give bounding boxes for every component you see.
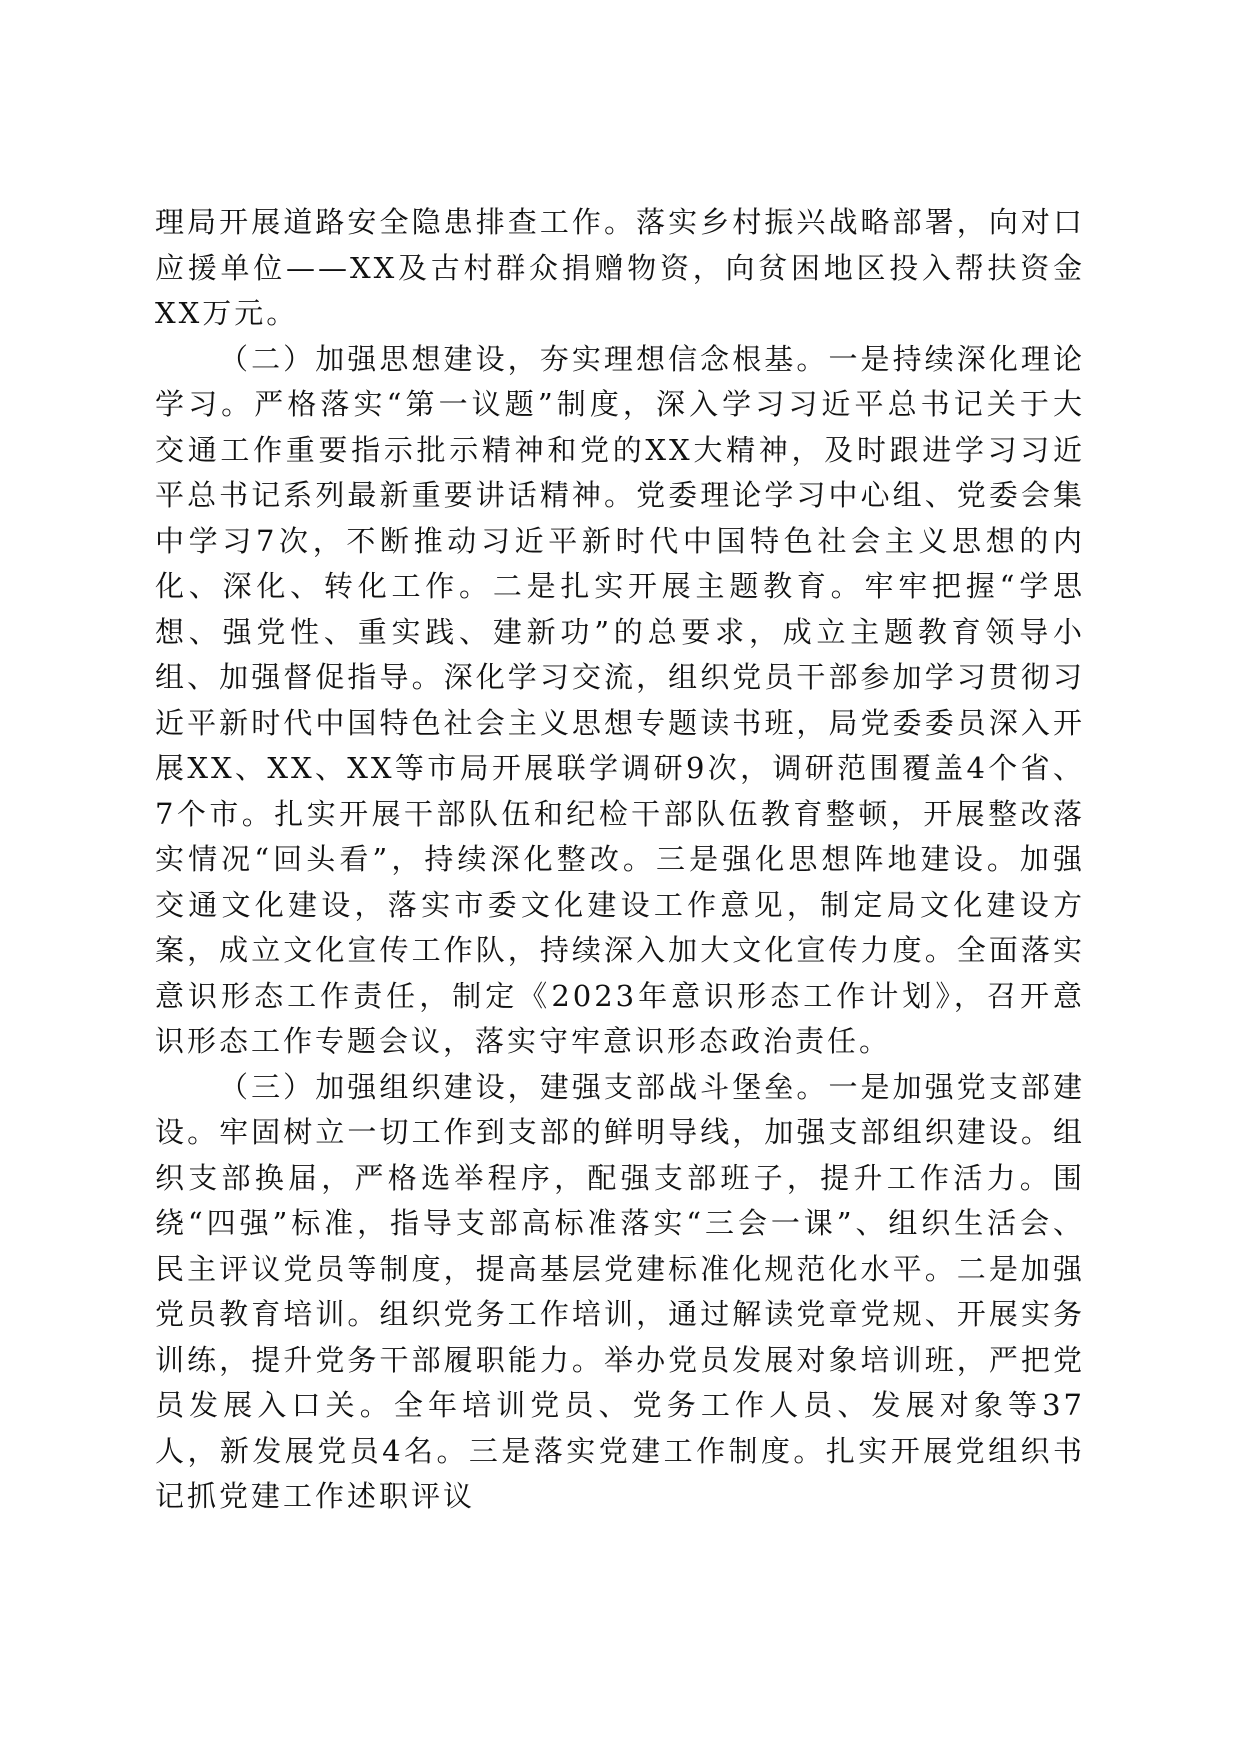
paragraph-organizational-building: （三）加强组织建设，建强支部战斗堡垒。一是加强党支部建设。牢固树立一切工作到支部的鲜明导线，加强支部组织建设。组织支部换届，严格选举程序，配强支部班子，提升工作活力。围绕“四强”标准，指导支部高标准落实“三会一课”、组织生活会、民主评议党员等制度，提高基层党建标准化规范化水平。二是加强党员教育培训。组织党务工作培训，通过解读党章党规、开展实务训练，提升党务干部履职能力。举办党员发展对象培训班，严把党员发展入口关。全年培训党员、党务工作人员、发展对象等37人，新发展党员4名。三是落实党建工作制度。扎实开展党组织书记抓党建工作述职评议: [155, 1069, 1085, 1513]
document-body: [155, 200, 1085, 1520]
paragraph-continuation: 理局开展道路安全隐患排查工作。落实乡村振兴战略部署，向对口应援单位——XX及古村群众捐赠物资，向贫困地区投入帮扶资金XX万元。: [155, 205, 1085, 330]
paragraph-ideological-building: （二）加强思想建设，夯实理想信念根基。一是持续深化理论学习。严格落实“第一议题”制度，深入学习习近平总书记关于大交通工作重要指示批示精神和党的XX大精神，及时跟进学习习近平总书记系列最新重要讲话精神。党委理论学习中心组、党委会集中学习7次，不断推动习近平新时代中国特色社会主义思想的内化、深化、转化工作。二是扎实开展主题教育。牢牢把握“学思想、强党性、重实践、建新功”的总要求，成立主题教育领导小组、加强督促指导。深化学习交流，组织党员干部参加学习贯彻习近平新时代中国特色社会主义思想专题读书班，局党委委员深入开展XX、XX、XX等市局开展联学调研9次，调研范围覆盖4个省、7个市。扎实开展干部队伍和纪检干部队伍教育整顿，开展整改落实情况“回头看”，持续深化整改。三是强化思想阵地建设。加强交通文化建设，落实市委文化建设工作意见，制定局文化建设方案，成立文化宣传工作队，持续深入加大文化宣传力度。全面落实意识形态工作责任，制定《2023年意识形态工作计划》，召开意识形态工作专题会议，落实守牢意识形态政治责任。: [155, 341, 1085, 1058]
